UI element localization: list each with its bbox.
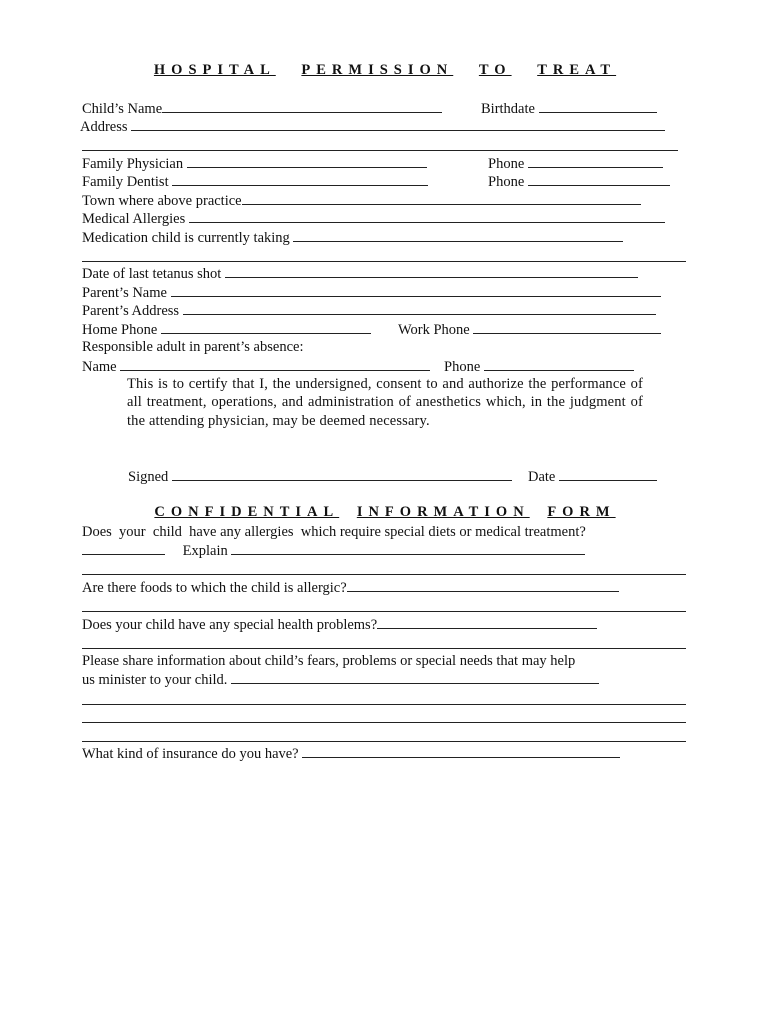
foods-field[interactable] <box>347 578 619 592</box>
phone-label: Phone <box>488 174 525 190</box>
work-phone-row <box>398 320 661 338</box>
foods-field-line-2[interactable] <box>82 611 686 612</box>
home-phone-field[interactable] <box>161 320 371 334</box>
title-word: HOSPITAL <box>153 62 276 78</box>
allergies-diet-yes-no-field[interactable] <box>82 541 165 555</box>
consent-paragraph: This is to certify that I, the undersigned, consent to and authorize the performance of all treatment, operations, and administration of anesthetics which, in the judgment of the attending physician, may be deemed necessary. <box>127 376 643 429</box>
phone-label: Phone <box>488 156 525 172</box>
parents-name-label: Parent’s Name <box>82 285 167 301</box>
signed-date-field[interactable] <box>559 467 657 481</box>
explain-field[interactable] <box>231 541 585 555</box>
form-title <box>0 62 770 79</box>
name-label: Name <box>82 359 117 375</box>
fears-field-line-3[interactable] <box>82 722 686 723</box>
tetanus-field[interactable] <box>225 264 638 278</box>
parents-name-row <box>82 283 661 301</box>
town-field[interactable] <box>242 191 641 205</box>
fears-field-line-4[interactable] <box>82 741 686 742</box>
confidential-heading <box>0 504 770 521</box>
insurance-field[interactable] <box>302 744 620 758</box>
address-field[interactable] <box>131 117 665 131</box>
allergies-row <box>82 209 665 227</box>
work-phone-field[interactable] <box>473 320 661 334</box>
question-fears-row <box>82 670 599 688</box>
responsible-name-field[interactable] <box>120 357 430 371</box>
heading-word: CONFIDENTIAL <box>154 504 340 520</box>
physician-phone-row <box>488 154 663 172</box>
heading-word: FORM <box>547 504 616 520</box>
family-dentist-field[interactable] <box>172 172 428 186</box>
parents-address-row <box>82 301 656 319</box>
title-word: PERMISSION <box>301 62 454 78</box>
birthdate-label: Birthdate <box>481 101 535 117</box>
explain-label: Explain <box>182 543 228 559</box>
responsible-name-row <box>82 357 430 375</box>
health-field-line-2[interactable] <box>82 648 686 649</box>
title-word: TO <box>478 62 512 78</box>
family-physician-row <box>82 154 427 172</box>
home-phone-row <box>82 320 371 338</box>
physician-phone-field[interactable] <box>528 154 663 168</box>
question-foods-label: Are there foods to which the child is allergic? <box>82 580 347 596</box>
question-insurance-label: What kind of insurance do you have? <box>82 746 299 762</box>
medication-field[interactable] <box>293 228 623 242</box>
address-row <box>80 117 665 135</box>
allergies-diet-answer-row <box>82 541 585 559</box>
phone-label: Phone <box>444 359 481 375</box>
question-fears-line-2: us minister to your child. <box>82 672 228 688</box>
tetanus-row <box>82 264 638 282</box>
question-health-row <box>82 615 597 633</box>
childs-name-row <box>82 99 442 117</box>
childs-name-label: Child’s Name <box>82 101 163 117</box>
question-fears-line-1: Please share information about child’s fears, problems or special needs that may help <box>82 653 576 669</box>
work-phone-label: Work Phone <box>398 322 470 338</box>
question-foods-row <box>82 578 619 596</box>
allergies-label: Medical Allergies <box>82 211 186 227</box>
explain-field-line-2[interactable] <box>82 574 686 575</box>
address-field-line-2[interactable] <box>82 150 678 151</box>
address-label: Address <box>80 119 128 135</box>
responsible-adult-heading <box>82 338 303 356</box>
question-health-label: Does your child have any special health problems? <box>82 617 378 633</box>
allergies-field[interactable] <box>189 209 665 223</box>
tetanus-label: Date of last tetanus shot <box>82 266 222 282</box>
family-physician-field[interactable] <box>187 154 427 168</box>
medication-row <box>82 228 623 246</box>
parents-address-label: Parent’s Address <box>82 303 180 319</box>
family-dentist-label: Family Dentist <box>82 174 169 190</box>
fears-field[interactable] <box>231 670 599 684</box>
heading-word: INFORMATION <box>356 504 530 520</box>
question-insurance-row <box>82 744 620 762</box>
parents-address-field[interactable] <box>183 301 656 315</box>
signature-field[interactable] <box>172 467 512 481</box>
responsible-phone-row <box>444 357 634 375</box>
question-allergies-diet: Does your child have any allergies which require special diets or medical treatment? <box>82 524 586 540</box>
parents-name-field[interactable] <box>171 283 661 297</box>
responsible-phone-field[interactable] <box>484 357 634 371</box>
signed-date-row <box>528 467 657 485</box>
responsible-adult-label: Responsible adult in parent’s absence: <box>82 339 304 355</box>
birthdate-field[interactable] <box>539 99 657 113</box>
fears-field-line-2[interactable] <box>82 704 686 705</box>
dentist-phone-row <box>488 172 670 190</box>
home-phone-label: Home Phone <box>82 322 158 338</box>
signed-label: Signed <box>128 469 169 485</box>
family-dentist-row <box>82 172 428 190</box>
title-word: TREAT <box>537 62 617 78</box>
town-row <box>82 191 641 209</box>
childs-name-field[interactable] <box>162 99 442 113</box>
medication-field-line-2[interactable] <box>82 261 686 262</box>
town-label: Town where above practice <box>82 193 242 209</box>
medication-label: Medication child is currently taking <box>82 230 290 246</box>
date-label: Date <box>528 469 556 485</box>
signed-row <box>128 467 512 485</box>
birthdate-row <box>481 99 657 117</box>
health-field[interactable] <box>377 615 597 629</box>
family-physician-label: Family Physician <box>82 156 184 172</box>
dentist-phone-field[interactable] <box>528 172 670 186</box>
